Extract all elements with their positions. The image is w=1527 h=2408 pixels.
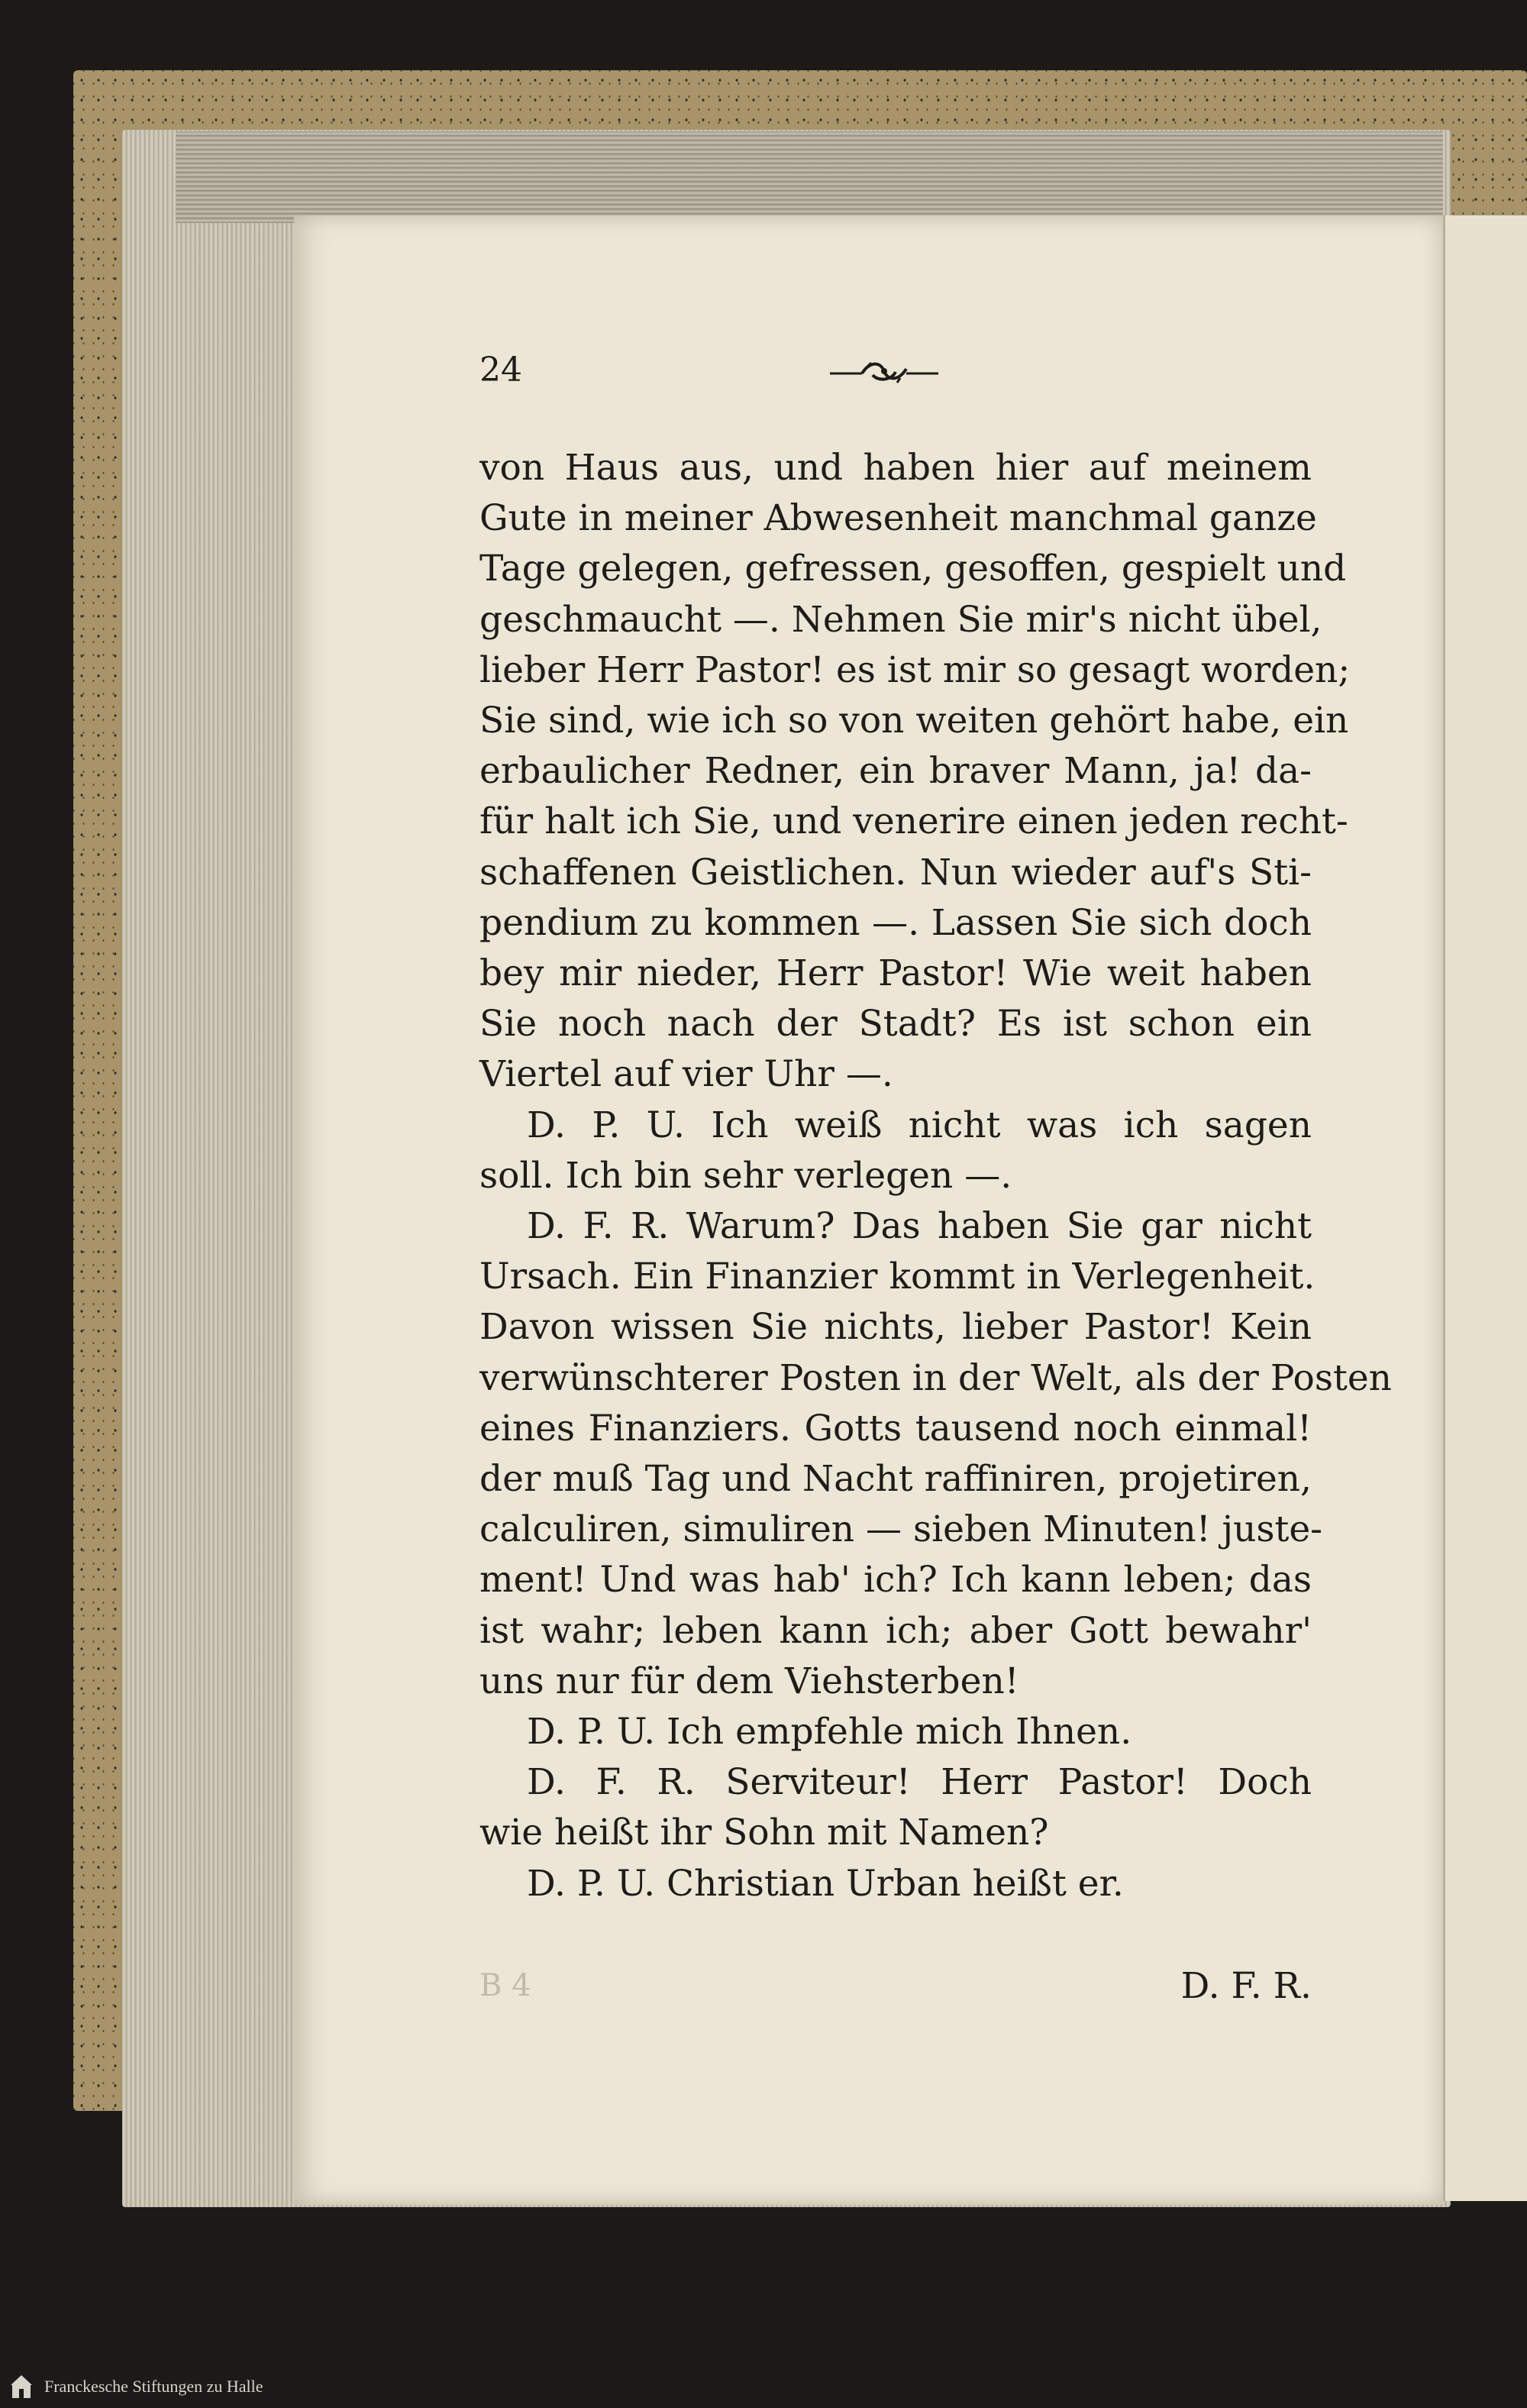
- text-line: bey mir nieder, Herr Pastor! Wie weit haben: [479, 952, 1312, 994]
- text-line: der muß Tag und Nacht raffiniren, projetiren,: [479, 1458, 1312, 1500]
- franckesche-logo-icon: [11, 2374, 32, 2400]
- text-line: schaffenen Geistlichen. Nun wieder auf's Sti-: [479, 851, 1312, 894]
- ornament-icon: [827, 358, 941, 384]
- text-line: für halt ich Sie, und venerire einen jeden recht-: [479, 800, 1348, 843]
- text-line: Viertel auf vier Uhr —.: [479, 1053, 893, 1096]
- text-line: Sie noch nach der Stadt? Es ist schon ein: [479, 1003, 1312, 1046]
- facing-page-edge: [1443, 215, 1527, 2201]
- page-edges-top: [176, 131, 1443, 223]
- text-line: verwünschterer Posten in der Welt, als der Posten: [479, 1356, 1392, 1399]
- text-line: uns nur für dem Viehsterben!: [479, 1660, 1019, 1702]
- text-line: D. F. R. Serviteur! Herr Pastor! Doch: [527, 1761, 1312, 1804]
- text-line: ment! Und was hab' ich? Ich kann leben; das: [479, 1559, 1312, 1602]
- text-line: D. P. U. Ich weiß nicht was ich sagen: [527, 1104, 1312, 1146]
- text-line: lieber Herr Pastor! es ist mir so gesagt worden;: [479, 648, 1351, 691]
- text-line: erbaulicher Redner, ein braver Mann, ja! da-: [479, 750, 1312, 793]
- text-line: geschmaucht —. Nehmen Sie mir's nicht übel,: [479, 598, 1322, 641]
- catchword: D. F. R.: [1180, 1965, 1312, 2007]
- footer-credit: Franckesche Stiftungen zu Halle: [44, 2377, 263, 2396]
- page-header: [479, 347, 1312, 393]
- signature-mark: B 4: [479, 1968, 531, 2003]
- text-line: D. P. U. Christian Urban heißt er.: [527, 1862, 1124, 1905]
- text-line: D. P. U. Ich empfehle mich Ihnen.: [527, 1711, 1132, 1753]
- text-line: Gute in meiner Abwesenheit manchmal ganze: [479, 497, 1317, 540]
- text-line: soll. Ich bin sehr verlegen —.: [479, 1154, 1012, 1197]
- text-line: eines Finanziers. Gotts tausend noch einmal!: [479, 1407, 1312, 1450]
- text-line: calculiren, simuliren — sieben Minuten! juste-: [479, 1508, 1323, 1551]
- text-line: Davon wissen Sie nichts, lieber Pastor! Kein: [479, 1306, 1312, 1349]
- text-line: D. F. R. Warum? Das haben Sie gar nicht: [527, 1205, 1312, 1247]
- text-line: Sie sind, wie ich so von weiten gehört habe, ein: [479, 700, 1349, 742]
- text-line: Tage gelegen, gefressen, gesoffen, gespielt und: [479, 548, 1347, 590]
- text-line: Ursach. Ein Finanzier kommt in Verlegenheit.: [479, 1256, 1316, 1298]
- text-line: von Haus aus, und haben hier auf meinem: [479, 447, 1312, 489]
- page-number: 24: [479, 351, 522, 389]
- text-line: pendium zu kommen —. Lassen Sie sich doch: [479, 901, 1312, 944]
- text-line: wie heißt ihr Sohn mit Namen?: [479, 1812, 1049, 1854]
- text-line: ist wahr; leben kann ich; aber Gott bewahr': [479, 1609, 1312, 1652]
